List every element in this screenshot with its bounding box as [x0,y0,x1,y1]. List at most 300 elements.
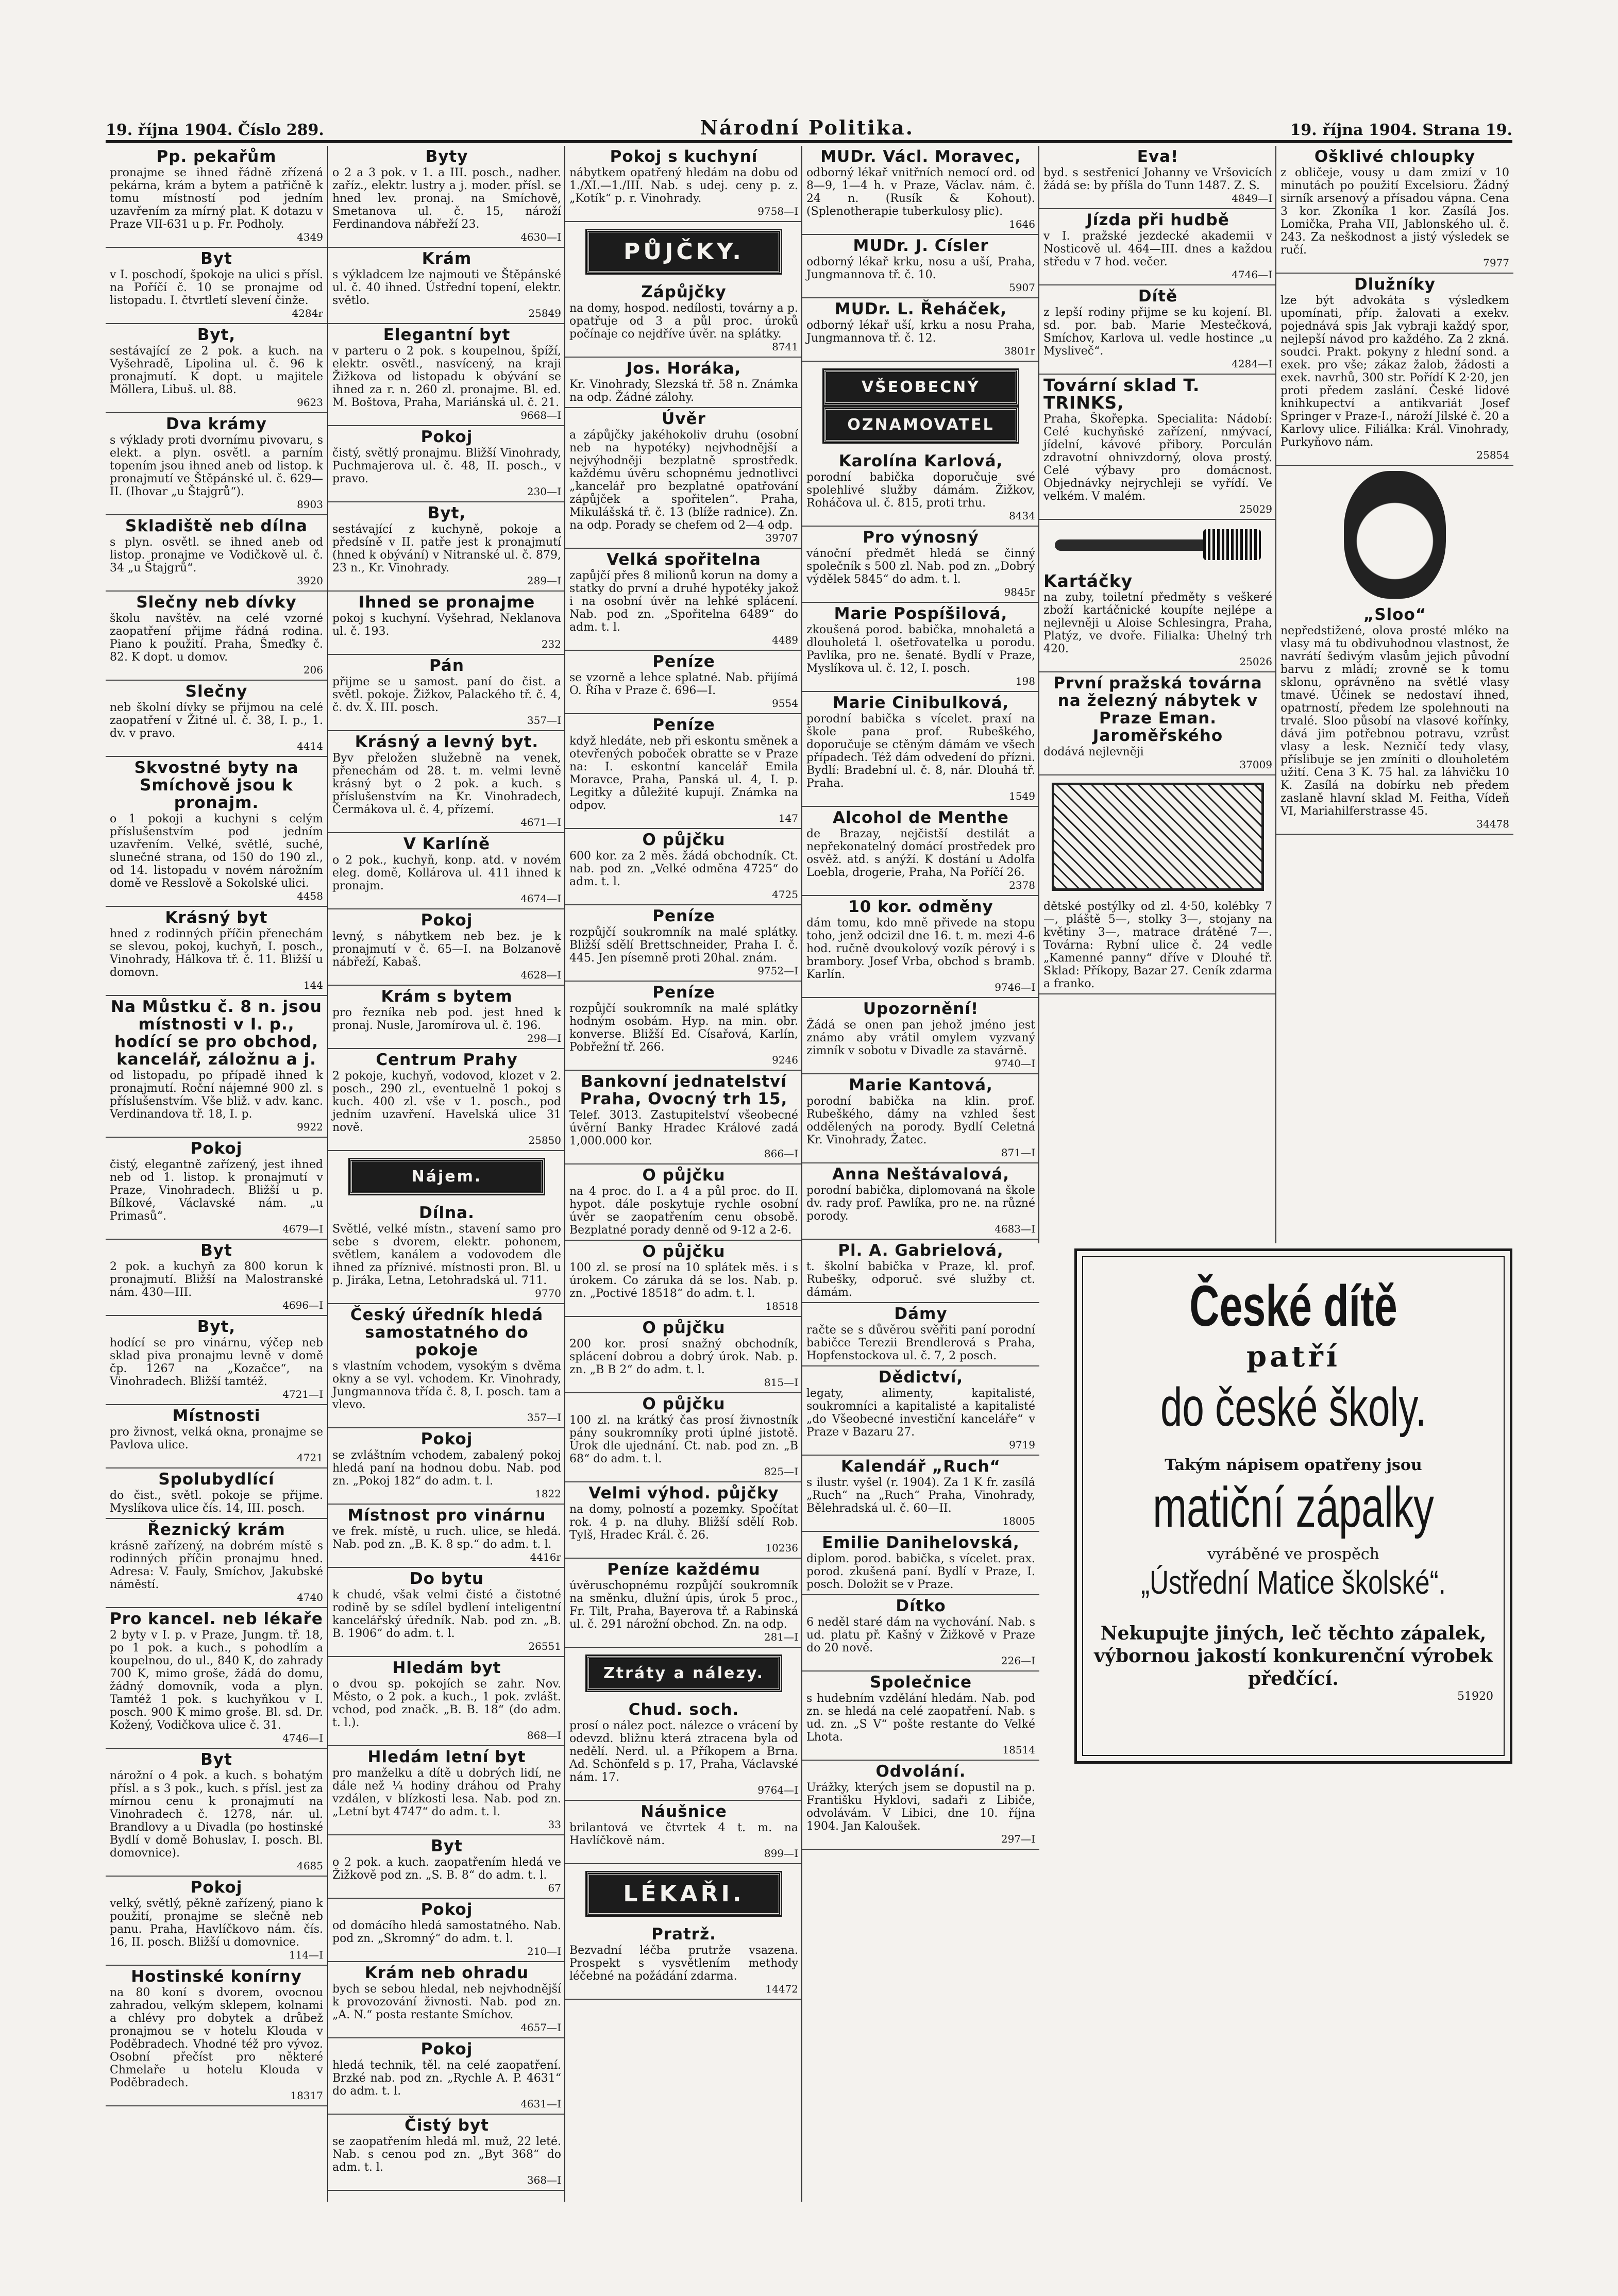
ad-title: Byt [200,249,232,268]
classified-ad [328,1568,565,1657]
classified-ad [328,1505,565,1568]
ad-text: s hudebním vzdělání hledám. Nab. pod zn. se hledá na celé zaopatření. Nab. s ud. zn. „S V“ pošte restante do Velké Lhota. [806,1692,1035,1744]
column-5 [1038,146,1276,1243]
classified-ad [106,757,327,907]
ad-title: Dílna. [419,1204,475,1222]
classified-ad [802,1303,1039,1366]
ad-code: 3920 [297,575,323,587]
column-4 [801,146,1039,2202]
ad-title: Pokoj [190,1878,243,1897]
ad-title: Upozornění! [863,1000,979,1018]
ad-text: odborný lékař uší, krku a nosu Praha, Jungmannova tř. č. 12. [806,319,1035,345]
ceske-dite-headline: České dítě [1189,1274,1397,1338]
classified-ad [565,358,802,408]
ad-title: Krásný a levný byt. [355,733,539,751]
ad-code: 1646 [1009,218,1035,230]
ad-title: Eva! [1137,147,1179,166]
ad-title: Pro výnosný [863,528,979,547]
ad-code: 4458 [297,890,323,902]
classified-ad [802,1163,1039,1240]
ad-code: 4489 [772,634,798,646]
classified-ad [106,324,327,413]
classified-ad [565,1699,802,1801]
ad-text: zkoušená porod. babička, mnohaletá a dlouholetá l. ošetřovatelka u porodu. Pavlíka, pro ne. šenaté. Bydlí v Praze, Myslíkova ul. č. 12, I. posch. [806,623,1035,675]
classified-ad [802,450,1039,527]
vseobecny-line-1: VŠEOBECNÝ [824,370,1018,404]
ad-title: Na Můstku č. 8 n. jsou místnosti v I. p., hodící se pro obchod, kancelář, záložnu a j. [111,998,322,1069]
ad-code: 4657—I [520,2021,561,2034]
ad-code: 4679—I [282,1223,323,1235]
ad-title: Slečny neb dívky [136,593,297,612]
ad-text: porodní babička na klin. prof. Rubeškého, dámy na vzhled šest oddělených na porody. Bydlí Celetná Kr. Vinohrady, Žatec. [806,1095,1035,1146]
ad-text: v parteru o 2 pok. s koupelnou, špíží, elektr. osvětl., nasvícený, na kraji Žižkova od listopadu k obývání se ihned za r. n. 260 zl. pronajme. Bl. ed. M. Boštova, Praha, Mariánská ul. č. 21. [332,345,561,409]
ad-text: o 2 pok. a kuch. zaopatřením hledá ve Žižkově pod zn. „S. B. 8“ do adm. t. l. [332,1856,561,1882]
ad-title: První pražská továrna na železný nábytek v Praze Eman. Jaroměřského [1053,674,1262,745]
brush-handle [1055,539,1209,551]
ad-code: 9758—I [757,205,798,217]
ceske-dite-napis: Takým nápisem opatřeny jsou [1165,1456,1422,1474]
ad-code: 10236 [765,1542,798,1554]
ad-code: 147 [778,812,798,824]
ad-code: 8741 [772,341,798,353]
ad-code: 368—I [527,2174,561,2186]
ad-text: Světlé, velké místn., stavení samo pro sebe s dvorem, elektr. pohonem, světlem, kanálem a vodovodem dle ihned za příznivé. místnosti pron. Bl. u p. Jiráka, Letna, Letohradská ul. 711. [332,1223,561,1287]
classified-ad [1039,375,1276,520]
ceske-dite-ad [1074,1248,1512,1764]
ad-text: odborný lékař krku, nosu a uší, Praha, Jungmannova tř. č. 10. [806,256,1035,281]
ad-code: 37009 [1239,758,1272,771]
ad-text: dám tomu, kdo mně přivede na stopu toho, jenž odcizil dne 16. t. m. mezi 4-6 hod. ručně dvoukolový vozík pérový i s brambory. Josef Vrba, obchod s bramb. Karlín. [806,917,1035,981]
ad-title: Dědictví, [878,1368,964,1387]
ad-title: Peníze [652,907,715,925]
ad-text: dodává nejlevněji [1043,746,1144,758]
ad-title: Byt [200,1750,232,1769]
ad-code: 198 [1015,675,1035,687]
ad-title: Místnosti [172,1407,261,1425]
ad-text: zapůjčí přes 8 milionů korun na domy a statky do první a druhé hypotéky jakož i na osobní úvěr na lehké splácení. Nab. pod zn. „Spořitelna 6489“ do adm. t. l. [569,569,798,634]
classified-ad [106,1468,327,1519]
ad-text: Urážky, kterých jsem se dopustil na p. Františku Hyklovi, sadaři z Libiče, odvolávám. V Libici, dne 10. října 1904. Jan Kaloušek. [806,1781,1035,1833]
ad-code: 5907 [1009,281,1035,294]
ad-title: Dítě [1138,287,1178,306]
ad-title: Český úředník hledá samostatného do pokoje [350,1306,544,1359]
ad-code: 4674—I [520,892,561,905]
classified-ad [106,1316,327,1405]
ad-code: 14472 [765,1983,798,1995]
ad-title: Pratrž. [651,1925,716,1944]
ad-text: Bezvadní léčba prutrže vsazena. Prospekt s vysvětlením methody léčebné na požádání zdarma. [569,1944,798,1983]
classified-ad [1276,146,1513,274]
ad-code: 25029 [1239,503,1272,515]
classified-ad [802,807,1039,896]
ad-title: Karolína Karlová, [838,452,1003,470]
classified-ad [1039,672,1276,775]
ad-code: 871—I [1001,1146,1035,1159]
ad-title: Čistý byt [404,2116,489,2135]
classified-ad [802,603,1039,692]
ad-code: 9764—I [757,1784,798,1796]
classified-ad [106,907,327,996]
ad-text: Telef. 3013. Zastupitelství všeobecné úvěrní Banky Hradec Králové zadá 1,000.000 kor. [569,1109,798,1147]
classified-ad [328,502,565,592]
ad-text: z obličeje, vousy u dam zmizí v 10 minutách po použití Excelsioru. Žádný sirník arsenový a přísadou vápna. Cena 3 kor. Zkoníka 1 kor. Zasílá Jos. Lomička, Praha VII, Jablonského ul. č. 243. Za neškodnost a jistý výsledek se ručí. [1280,166,1509,257]
brush-bristles [1203,529,1261,560]
ad-code: 815—I [764,1376,798,1389]
classified-ad [802,1074,1039,1163]
ad-title: Dítko [896,1597,946,1615]
ad-code: 9668—I [520,409,561,421]
page-header [106,108,1512,139]
ad-code: 4721—I [282,1388,323,1400]
ad-code: 4685 [297,1860,323,1872]
classified-ad [802,692,1039,807]
ad-text: o 2 a 3 pok. v 1. a III. posch., nadher. zaříz., elektr. lustry a j. moder. přísl. se hned lev. pronaj. na Smíchově, Smetanova ul. č. 15, nároží Ferdinandova nábřeží 23. [332,166,561,231]
ztraty-banner: Ztráty a nálezy. [587,1656,781,1691]
header-rule [106,140,1512,143]
ad-title: Dámy [894,1305,948,1323]
ad-title: Marie Kantová, [849,1076,993,1094]
classified-ad [802,146,1039,235]
ad-text: t. školní babička v Praze, kl. prof. Rubešky, odporuč. své služby ct. dámám. [806,1260,1035,1299]
ad-title: O půjčku [642,1395,726,1413]
ad-title: Peníze [652,983,715,1002]
column-3 [564,146,802,2202]
ad-code: 230—I [527,485,561,498]
classified-ad [565,829,802,905]
classified-ad [565,1317,802,1393]
ad-code: 210—I [527,1945,561,1957]
ad-text: čistý, elegantně zařízený, jest ihned neb od 1. listop. k pronajmutí v Praze, Vinohradech. Bližší u p. Bílkové, Václavské nám. „u Primasů“. [110,1158,323,1223]
ad-title: Místnost pro vinárnu [347,1506,546,1525]
classified-ad [328,592,565,655]
ad-title: Pokoj [420,911,473,930]
ad-title: Velká spořitelna [606,550,761,569]
ad-text: s ilustr. vyšel (r. 1904). Za 1 K fr. zasílá „Ruch“ na „Ruch“ Praha, Vinohrady, Bělehradská ul. č. 60—II. [806,1476,1035,1515]
ad-title: Skvostné byty na Smíchově jsou k pronajm. [134,758,299,812]
ad-code: 1549 [1009,790,1035,802]
ad-title: Společnice [870,1673,972,1692]
ad-code: 9719 [1009,1439,1035,1451]
ad-title: Slečny [185,682,248,701]
ad-text: ve frek. místě, u ruch. ulice, se hledá. Nab. pod zn. „B. K. 8 sp.“ do adm. t. l. [332,1525,561,1551]
classified-ad [106,248,327,324]
ad-code: 9246 [772,1054,798,1066]
classified-ad [565,982,802,1071]
ad-title: Elegantní byt [383,326,511,344]
ad-text: z lepší rodiny přijme se ku kojení. Bl. sd. por. bab. Marie Mestečková, Smíchov, Karlova ul. vedle hostince „u Mysliveč“. [1043,306,1272,358]
classified-ad [328,146,565,248]
classified-ad [565,905,802,982]
ustredni-matice: „Ústřední Matice školské“. [1141,1564,1446,1601]
ad-title: Centrum Prahy [376,1051,518,1069]
ad-code: 8903 [297,498,323,511]
ad-text: s plyn. osvětl. se ihned aneb od listop. pronajme ve Vodičkově ul. č. 34 „u Štajgrů“. [110,536,323,575]
ad-text: neb školní dívky se přijmou na celé zaopatření v Žitné ul. č. 38, I. p., 1. dv. v pravo. [110,701,323,740]
maticni-zapalky: matiční zápalky [1153,1476,1434,1539]
ad-code: 297—I [1001,1833,1035,1845]
classified-ad [565,1393,802,1482]
ad-title: Marie Cinibulková, [832,694,1009,712]
ad-title: V Karlíně [403,835,491,853]
ad-title: Velmi výhod. půjčky [588,1484,779,1502]
ad-code: 4849—I [1232,192,1272,205]
ad-code: 232 [541,638,561,650]
ad-text: levný, s nábytkem neb bez. je k pronajmutí v č. 65—I. na Bolzanově nábřeží, Kabaš. [332,930,561,969]
ad-code: 18317 [290,2089,323,2102]
ad-code: 3801r [1004,345,1035,357]
ad-title: Alcohol de Menthe [833,808,1009,827]
ad-code: 8434 [1009,510,1035,522]
nekupujte-jinych: Nekupujte jiných, leč těchto zápalek, výbornou jakostí konkurenční výrobek předčící. [1094,1623,1493,1690]
classified-ad [328,655,565,731]
ad-code: 25026 [1239,655,1272,668]
classified-ad [565,1923,802,2000]
ad-text: sestávající ze 2 pok. a kuch. na Vyšehradě, Lipolina ul. č. 96 k pronajmutí. K dopt. u majitele Möllera, Libuš. ul. 88. [110,345,323,396]
ad-text: dětské postýlky od zl. 4·50, kolébky 7—, pláště 5—, stolky 3—, stojany na květiny 3—, matrace drátěné 7—. Továrna: Rybní ulice č. 24 vedle „Kamenné panny“ dříve v Dlouhé tř. Sklad: Příkopy, Bazar 27. Ceník zdarma a franko. [1043,900,1272,990]
classified-ad [328,731,565,833]
classified-ad [106,1519,327,1608]
ad-title: Hledám letní byt [367,1748,526,1766]
classified-ad [565,651,802,714]
classified-ad [1039,570,1276,672]
classified-ad [1276,604,1513,835]
ad-code: 9746—I [995,981,1035,993]
classified-ad [106,413,327,515]
ad-text: úvěruschopnému rozpůjčí soukromník na směnku, dlužní úpis, úrok 5 proc., Fr. Tilt, Praha, Bayerova tř. a Rabinská ul. č. 291 nárožní obchod. Zn. na odp. [569,1579,798,1631]
ad-text: porodní babička doporučuje své spolehlivé služby dámám. Žižkov, Roháčova ul. č. 815, proti trhu. [806,471,1035,510]
ad-text: de Brazay, nejčistší destilát a nepřekonatelný domácí prostředek pro osvěž. atd. s anýží. K dostání u Adolfa Loebla, drogerie, Praha, Na Poříčí 26. [806,828,1035,879]
ad-text: račte se s důvěrou svěřiti paní porodní babičce Terezii Brendlerová s Praha, Hopfenstockova ul. č. 7, 2 posch. [806,1324,1035,1362]
ad-text: se vzorně a lehce splatné. Nab. přijímá O. Říha v Praze č. 696—I. [569,671,798,697]
ad-title: Chud. soch. [628,1700,739,1719]
ad-code: 25849 [528,307,561,319]
ad-code: 2378 [1009,879,1035,891]
ad-text: byd. s sestřenicí Johanny ve Vršovicích žádá se: by příšla do Tunn 1487. Z. S. [1043,166,1272,192]
ceske-dite-ad-inner [1082,1256,1505,1756]
ad-code: 34478 [1476,818,1509,830]
ad-text: přijme se u samost. paní do čist. a světl. pokoje. Žižkov, Palackého tř. č. 4, č. dv. X. III. posch. [332,676,561,714]
ad-title: O půjčku [642,1242,726,1261]
ad-text: 6 neděl staré dám na vychování. Nab. s ud. platu př. Kašný v Žižkově v Praze do 20 nově. [806,1616,1035,1655]
ad-code: 114—I [289,1949,323,1961]
vyrabene-ve-prospech: vyráběné ve prospěch [1207,1545,1379,1563]
column-1 [106,146,327,2202]
ad-title: Pokoj [420,2040,473,2058]
ad-title: Ošklivé chloupky [1314,147,1476,166]
classified-ad [328,1962,565,2038]
ad-text: od domácího hledá samostatného. Nab. pod zn. „Skromný“ do adm. t. l. [332,1919,561,1945]
ad-title: Řeznický krám [147,1521,285,1539]
ad-text: 2 byty v I. p. v Praze, Jungm. tř. 18, po 1 pok. a kuch., s pohodlím a koupelnou, do ul., 840 K, do zahrady 700 K, mimo groše, žádá do domu, žádný domovník, voda a plyn. Tamtéž 1 pok. s kuchyňkou v I. posch. 900 K mimo groše. Bl. sd. Dr. Kožený, Vodičkova ulice č. 31. [110,1629,323,1732]
classified-ad [802,1456,1039,1532]
ad-code: 18005 [1002,1515,1035,1527]
ad-code: 9770 [535,1287,561,1299]
ad-title: Pl. A. Gabrielová, [838,1241,1004,1260]
ad-code: 9922 [297,1121,323,1133]
ad-code: 357—I [527,1411,561,1424]
ad-title: Hostinské konírny [131,1967,302,1986]
ad-title: O půjčku [642,1319,726,1337]
ad-title: Peníze [652,652,715,671]
ad-title: Pokoj s kuchyní [610,147,758,166]
ad-code: 4746—I [282,1732,323,1744]
ad-title: Hledám byt [392,1659,501,1677]
ad-title: Byt, [197,1318,236,1336]
classified-ad [1039,209,1276,285]
ad-code: 4349 [297,231,323,243]
classified-ad [802,1532,1039,1595]
ad-text: Praha, Škořepka. Specialita: Nádobí: Celé kuchyňské zařízení, nmývací, jídelní, kávové přibory. Porculán zdravotní ohnivzdorný, olova prostý. Celé výbavy pro domácnost. Objednávky nejrychleji se vyřídí. Ve velkém. V malém. [1043,413,1272,503]
classified-ad [328,909,565,986]
ad-text: a zápůjčky jakéhokoliv druhu (osobní neb na hypotéky) nejvhodnější a nejvýhodněji bezplatně sprostředk. každému úvěru schopnému jednotlivci „kancelář pro bezplatné opatřování zápůjček a spořitelen“. Praha, Mikulášská tř. č. 13 (blíže radnice). Zn. na odp. Porady se chefem od 2—4 odp. [569,429,798,532]
ad-code: 4740 [297,1591,323,1603]
ad-code: 4746—I [1232,268,1272,281]
iron-crib-illustration [1052,783,1264,891]
woman-portrait-illustration [1344,471,1446,599]
classified-ad [565,1071,802,1164]
ad-code: 4284—I [1232,358,1272,370]
classified-ad [328,1835,565,1899]
ad-title: Pro kancel. neb lékaře [110,1610,323,1628]
newspaper-title: Národní Politika. [700,116,914,139]
ad-code: 9623 [297,396,323,409]
classified-ad [328,833,565,909]
ad-title: Pokoj [420,1430,473,1448]
ad-title: Krám [422,249,472,268]
ad-code: 7977 [1483,257,1509,269]
ad-text: do čist., světl. pokoje se přijme. Myslíkova ulice čís. 14, III. posch. [110,1489,323,1515]
ad-code: 899—I [764,1847,798,1860]
ad-code: 33 [548,1818,561,1831]
ad-text: krásně zařízený, na dobrém místě s rodinných příčin pronajmu hned. Adresa: V. Fauly, Smíchov, Jakubské náměstí. [110,1540,323,1591]
ad-text: se zaopatřením hledá ml. muž, 22 leté. Nab. s cenou pod zn. „Byt 368“ do adm. t. l. [332,2135,561,2174]
ad-title: Peníze [652,716,715,734]
classified-ad [106,146,327,248]
classified-ad [106,515,327,592]
ad-title: Emilie Danihelovská, [822,1533,1020,1552]
ad-text: se zvláštním vchodem, zabalený pokoj hledá paní na hodnou dobu. Nab. pod zn. „Pokoj 182“ do adm. t. l. [332,1449,561,1488]
ad-code: 4631—I [520,2098,561,2110]
classified-ad [802,896,1039,998]
ad-text: když hledáte, neb při eskontu směnek a otevřených poboček obratte se v Praze na: I. eskontní kancelář Emila Moravce, Praha, Panská ul. 4, I. p. Legitky a důležité kupují. Známka na odpov. [569,735,798,812]
classified-ad [328,1657,565,1746]
classified-ad [1276,274,1513,466]
ad-title: Byty [425,147,468,166]
ad-title: Do bytu [409,1569,484,1588]
ad-title: Úvěr [662,410,706,428]
ad-title: Pán [429,656,464,675]
ad-code: 9845r [1004,586,1035,598]
ad-text: prosí o nález poct. nálezce o vrácení by odevzd. bližnu která ztracena byla od nedělí. Nerd. ul. a Příkopem a Brna. Ad. Schönfeld s p. 17, Praha, Václavské nám. 17. [569,1719,798,1784]
ad-title: Anna Neštávalová, [832,1165,1009,1184]
ad-text: odborný lékař vnitřních nemocí ord. od 8—9, 1—4 h. v Praze, Václav. nám. č. 24 n. (Rusík & Kohout). (Splenotherapie tuberkulosy plic). [806,166,1035,218]
ad-text: porodní babička, diplomovaná na škole dv. rady prof. Pawlíka, pro ne. na různé porody. [806,1184,1035,1223]
ad-title: Jízda při hudbě [1086,211,1229,229]
ad-code: 4628—I [520,969,561,981]
ad-code: 9752—I [757,965,798,977]
classified-ad [565,281,802,358]
classified-ad [565,549,802,651]
ad-title: Kartáčky [1043,571,1133,591]
ad-text: na zuby, toiletní předměty s veškeré zboží kartáčnické koupíte nejlépe a nejlevněji u Aloise Schlesingra, Praha, Platýz, ve dvoře. Filialka: Uhelný trh 420. [1043,591,1272,655]
najem-banner: Nájem. [350,1159,544,1194]
classified-ad [106,1608,327,1749]
ad-title: Byt, [197,326,236,344]
classified-ad [106,592,327,681]
ad-title: Odvolání. [875,1762,966,1781]
ad-text: v I. poschodí, špokoje na ulici s přísl. na Poříčí č. 10 se pronajme od listopadu. I. čtvrtletí slevení činže. [110,268,323,307]
ad-text: diplom. porod. babička, s vícelet. prax. porod. zkušená paní. Bydlí v Praze, I. posch. Doložit se v Praze. [806,1552,1035,1591]
classified-ad [565,146,802,222]
ad-code: 281—I [764,1631,798,1643]
ad-title: Tovární sklad T. TRINKS, [1043,375,1200,413]
ad-title: Krám s bytem [381,987,513,1006]
ad-text: rozpůjčí soukromník na malé splátky. Bližší sdělí Brettschneider, Praha I. č. 445. Jen písemně proti 20hal. znám. [569,926,798,965]
ceske-dite-skola: do české školy. [1160,1377,1427,1438]
ad-text: velký, světlý, pěkně zařízený, piano k použití, pronajme se slečně neb panu. Praha, Havlíčkovo nám. čís. 16, II. posch. Bližší u domovnice. [110,1897,323,1949]
ad-text: pokoj s kuchyní. Vyšehrad, Neklanova ul. č. 193. [332,612,561,638]
classified-ad [106,681,327,757]
classified-ad [106,1240,327,1316]
ad-title: Krám neb ohradu [364,1964,529,1982]
vseobecny-line-2: OZNAMOVATEL [824,408,1018,442]
ad-code: 4414 [297,740,323,752]
classified-ad [328,1304,565,1428]
ad-text: brilantová ve čtvrtek 4 t. m. na Havlíčkově nám. [569,1821,798,1847]
ad-title: Zápůjčky [641,283,727,301]
ad-text: 200 kor. prosí snažný obchodník, splácení dobrou a dobrý úrok. Nab. p. zn. „B B 2“ do adm. t. l. [569,1338,798,1376]
ad-text: o 2 pok., kuchyň, konp. atd. v novém eleg. domě, Kollárova ul. 411 ihned k pronajm. [332,854,561,892]
classified-ad [328,2038,565,2115]
classified-ad [1039,898,1276,994]
classified-ad [565,1801,802,1864]
classified-ad [328,248,565,324]
ad-text: s výklady proti dvornímu pivovaru, s elekt. a plyn. osvětl. a parním topením jsou ihned aneb od listop. k pronajmutí ve Štěpánské ul. č. 629—II. (Ihovar „u Štajgrů“). [110,434,323,498]
classified-ad [565,1482,802,1559]
classified-ad [565,1559,802,1648]
classified-ad [565,714,802,829]
ad-title: Dlužníky [1354,275,1436,294]
ad-code: 4284r [292,307,323,319]
ad-text: o 1 pokoji a kuchyni s celým příslušenstvím pod jedním uzavřením. Velké, světlé, suché, slunečné strana, od 150 do 190 zl., od 14. listopadu v novém nárožním domě ve Resslově a Sokolské ulici. [110,813,323,890]
ad-text: hledá technik, těl. na celé zaopatření. Brzké nab. pod zn. „Rychle A. P. 4631“ do adm. t. l. [332,2059,561,2098]
column-2 [327,146,565,2202]
classified-ad [802,235,1039,298]
ad-code: 18518 [765,1300,798,1312]
ad-text: s výkladcem lze najmouti ve Štěpánské ul. č. 40 ihned. Ústřední topení, elektr. světlo. [332,268,561,307]
ad-text: hned z rodinných příčin přenechám se slevou, pokoj, kuchyň, I. posch., Vinohrady, Hálkova tř. č. 11. Bližší u domovn. [110,927,323,979]
ad-text: nárožní o 4 pok. a kuch. s bohatým přísl. a s 3 pok., kuch. s přísl. jest za mírnou cenu k pronajmutí na Vinohradech č. 1278, nár. ul. Brandlovy a u Divadla (po hostinské Bydlí v domě Bohuslav, I. posch. Bl. domovnice). [110,1769,323,1860]
ad-text: na domy, hospod. nedílosti, továrny a p. opatřuje od 3 a půl proc. úroků počínaje co nejdříve úvěr. na splátky. [569,302,798,341]
ad-title: Ihned se pronajme [358,593,535,612]
ad-code: 39707 [765,532,798,544]
ad-text: hodící se pro vinárnu, výčep neb sklad piva pronajmu levně v domě čp. 1267 na „Kozačce“, na Vinohradech. Bližší tamtéž. [110,1337,323,1388]
ad-code: 298—I [527,1032,561,1044]
classified-ad [328,1202,565,1304]
ad-code: 144 [303,979,323,991]
ceske-dite-code: 51920 [1457,1690,1493,1703]
ad-code: 26551 [528,1640,561,1652]
ad-title: Marie Pospíšilová, [834,604,1008,623]
ad-title: Byt, [427,504,466,522]
ad-text: na domy, polností a pozemky. Spočítat rok. 4 p. na dluhy. Bližší sdělí Rob. Tylš, Hradec Král. č. 26. [569,1503,798,1542]
ad-text: pro manželku a dítě u dobrých lidí, ne dále než ¼ hodiny dráhou od Prahy vzdálen, v blízkosti lesa. Nab. pod zn. „Letní byt 4747“ do adm. t. l. [332,1767,561,1818]
ad-code: 9740—I [995,1057,1035,1070]
classified-ad [106,1877,327,1966]
ad-text: 2 pok. a kuchyň za 800 korun k pronajmutí. Bližší na Malostranské nám. 430—III. [110,1260,323,1299]
ad-text: s vlastním vchodem, vysokým s dvěma okny a se vyl. vchodem. Kr. Vinohrady, Jungmannova třída č. 8, I. posch. tam a vlevo. [332,1360,561,1411]
ad-columns [106,146,1512,2202]
